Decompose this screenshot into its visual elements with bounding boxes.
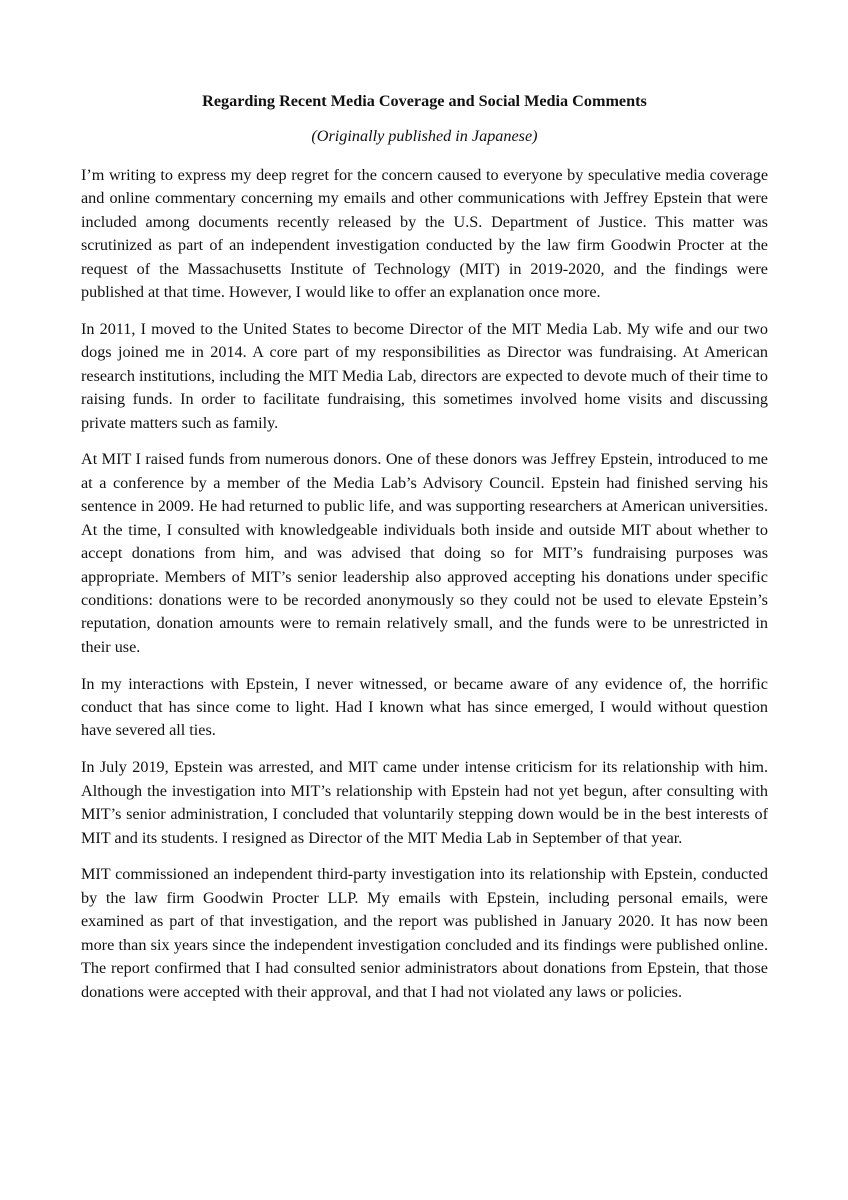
paragraph: I’m writing to express my deep regret for the concern caused to everyone by speculative media coverage and online commentary concerning my emails and other communications with Jeffrey Epstein that were included among documents recently released by the U.S. Department of Justice. This matter was scrutinized as part of an independent investigation conducted by the law firm Goodwin Procter at the request of the Massachusetts Institute of Technology (MIT) in 2019-2020, and the findings were published at that time. However, I would like to offer an explanation once more. [81,166,768,302]
paragraph: MIT commissioned an independent third-party investigation into its relationship with Epstein, conducted by the law firm Goodwin Procter LLP. My emails with Epstein, including personal emails, were examined as part of that investigation, and the report was published in January 2020. It has now been more than six years since the independent investigation concluded and its findings were published online. The report confirmed that I had consulted senior administrators about donations from Epstein, that those donations were accepted with their approval, and that I had not violated any laws or policies. [81,865,768,1001]
document-page [81,80,768,1017]
paragraph: In 2011, I moved to the United States to become Director of the MIT Media Lab. My wife and our two dogs joined me in 2014. A core part of my responsibilities as Director was fundraising. At American research institutions, including the MIT Media Lab, directors are expected to devote much of their time to raising funds. In order to facilitate fundraising, this sometimes involved home visits and discussing private matters such as family. [81,319,768,432]
document-subtitle: (Originally published in Japanese) [311,127,538,145]
document-title: Regarding Recent Media Coverage and Social Media Comments [202,92,647,110]
document-body [81,164,768,1004]
paragraph: At MIT I raised funds from numerous donors. One of these donors was Jeffrey Epstein, introduced to me at a conference by a member of the Media Lab’s Advisory Council. Epstein had finished serving his sentence in 2009. He had returned to public life, and was supporting researchers at American universities. At the time, I consulted with knowledgeable individuals both inside and outside MIT about whether to accept donations from him, and was advised that doing so for MIT’s fundraising purposes was appropriate. Members of MIT’s senior leadership also approved accepting his donations under specific conditions: donations were to be recorded anonymously so they could not be used to elevate Epstein’s reputation, donation amounts were to remain relatively small, and the funds were to be unrestricted in their use. [81,450,768,656]
paragraph: In July 2019, Epstein was arrested, and MIT came under intense criticism for its relationship with him. Although the investigation into MIT’s relationship with Epstein had not yet begun, after consulting with MIT’s senior administration, I concluded that voluntarily stepping down would be in the best interests of MIT and its students. I resigned as Director of the MIT Media Lab in September of that year. [81,758,768,847]
paragraph: In my interactions with Epstein, I never witnessed, or became aware of any evidence of, the horrific conduct that has since come to light. Had I known what has since emerged, I would without question have severed all ties. [81,674,768,740]
